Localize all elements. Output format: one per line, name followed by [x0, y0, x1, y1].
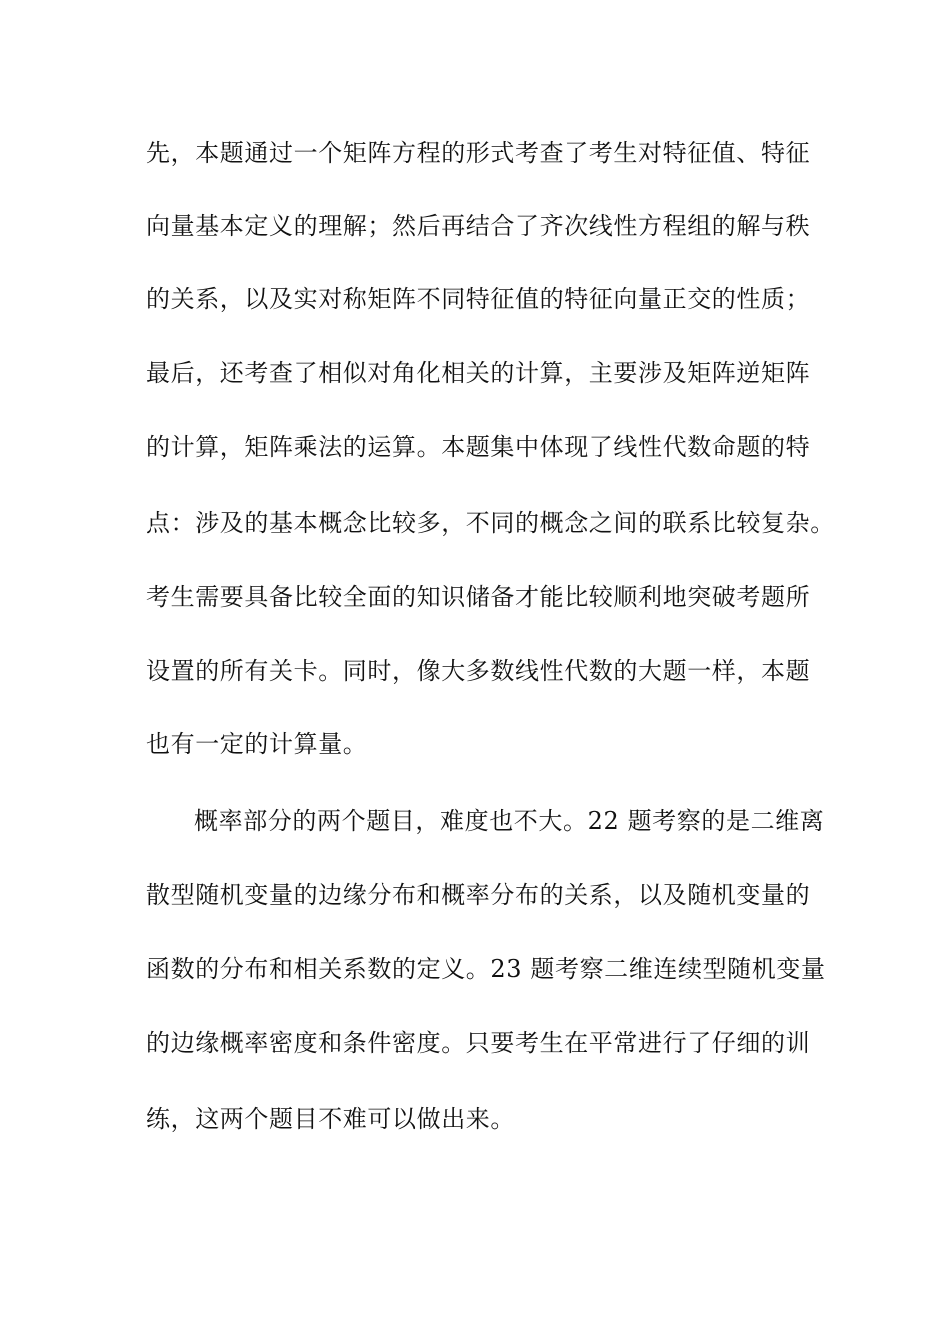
text-line: 先，本题通过一个矩阵方程的形式考查了考生对特征值、特征: [146, 139, 811, 167]
text-line: 练，这两个题目不难可以做出来。: [146, 1105, 515, 1133]
text-line: 向量基本定义的理解；然后再结合了齐次线性方程组的解与秩: [146, 212, 811, 240]
text-line: 考生需要具备比较全面的知识储备才能比较顺利地突破考题所: [146, 583, 811, 611]
text-line: 的关系，以及实对称矩阵不同特征值的特征向量正交的性质；: [146, 285, 811, 313]
text-line: 的边缘概率密度和条件密度。只要考生在平常进行了仔细的训: [146, 1029, 811, 1057]
text-line: 函数的分布和相关系数的定义。23 题考察二维连续型随机变量: [146, 955, 826, 983]
text-line: 概率部分的两个题目，难度也不大。22 题考察的是二维离: [194, 807, 825, 835]
text-line: 也有一定的计算量。: [146, 730, 368, 758]
text-line: 散型随机变量的边缘分布和概率分布的关系，以及随机变量的: [146, 881, 811, 909]
text-line: 设置的所有关卡。同时，像大多数线性代数的大题一样，本题: [146, 657, 811, 685]
text-line: 点：涉及的基本概念比较多，不同的概念之间的联系比较复杂。: [146, 509, 835, 537]
text-line: 的计算，矩阵乘法的运算。本题集中体现了线性代数命题的特: [146, 433, 811, 461]
text-line: 最后，还考查了相似对角化相关的计算，主要涉及矩阵逆矩阵: [146, 359, 811, 387]
